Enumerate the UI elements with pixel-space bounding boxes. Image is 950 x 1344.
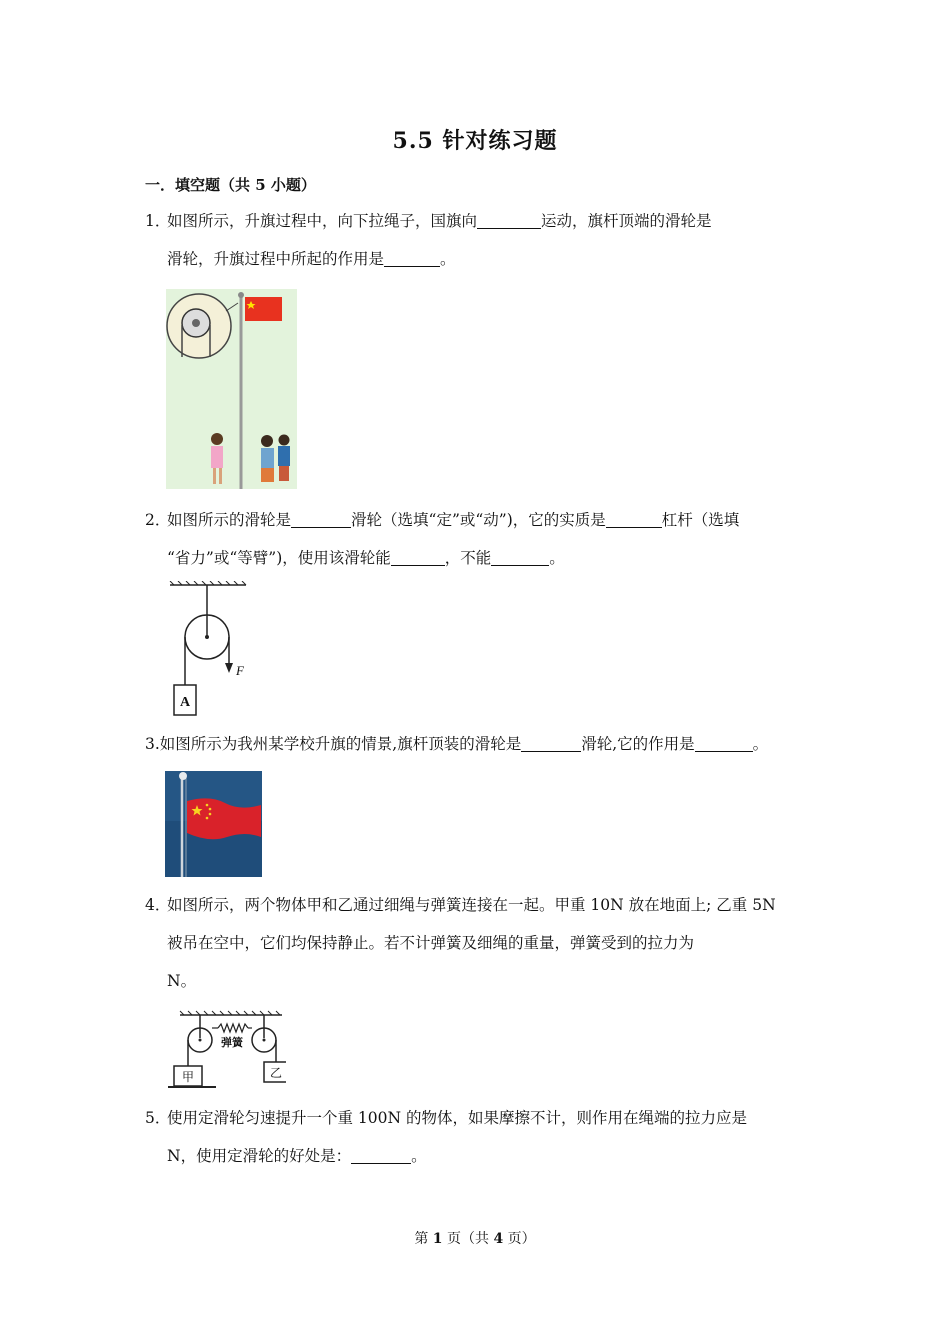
flag-raising-figure xyxy=(166,289,297,489)
question-1 xyxy=(145,202,807,278)
question-number: 3. xyxy=(145,735,160,753)
question-3 xyxy=(145,725,807,763)
question-4-line1: 4．如图所示，两个物体甲和乙通过细绳与弹簧连接在一起。甲重 10N 放在地面上; 乙重 5N xyxy=(145,886,807,924)
answer-blank xyxy=(351,1145,411,1164)
question-5-line1: 5．使用定滑轮匀速提升一个重 100N 的物体，如果摩擦不计，则作用在绳端的拉力应是 xyxy=(145,1099,807,1137)
question-1-line1: 1．如图所示，升旗过程中，向下拉绳子，国旗向 运动，旗杆顶端的滑轮是 xyxy=(145,202,807,240)
page-title: 5.5 针对练习题 xyxy=(392,128,558,154)
question-4 xyxy=(145,886,807,1000)
block-yi-label: 乙 xyxy=(269,1066,283,1080)
total-page-count: 4 xyxy=(493,1231,504,1247)
answer-blank xyxy=(521,733,581,752)
block-a-label: A xyxy=(179,695,191,710)
question-2-line1: 2．如图所示的滑轮是 滑轮（选填“定”或“动”)，它的实质是 杠杆（选填 xyxy=(145,501,807,539)
question-number: 4． xyxy=(145,896,171,914)
spring-pulley-diagram xyxy=(166,1010,286,1090)
answer-blank xyxy=(291,509,351,528)
answer-blank xyxy=(491,547,549,566)
question-5 xyxy=(145,1099,807,1175)
flag-photo xyxy=(165,771,262,877)
question-5-line2: N，使用定滑轮的好处是： 。 xyxy=(167,1147,427,1165)
answer-blank xyxy=(477,210,541,229)
block-jia-label: 甲 xyxy=(181,1070,195,1084)
current-page-number: 1 xyxy=(432,1231,443,1247)
question-2-line2: “省力”或“等臂”)，使用该滑轮能 ，不能 。 xyxy=(167,549,565,567)
question-4-line2: 被吊在空中，它们均保持静止。若不计弹簧及细绳的重量，弹簧受到的拉力为 xyxy=(167,934,695,952)
question-number: 5． xyxy=(145,1109,171,1127)
question-number: 1． xyxy=(145,212,171,230)
question-2 xyxy=(145,501,807,577)
question-1-line2: 滑轮，升旗过程中所起的作用是 。 xyxy=(167,250,456,268)
answer-blank xyxy=(384,248,440,267)
fixed-pulley-diagram xyxy=(166,581,256,721)
answer-blank xyxy=(391,547,445,566)
answer-blank xyxy=(695,733,753,752)
spring-label: 弹簧 xyxy=(221,1036,243,1049)
question-number: 2． xyxy=(145,511,171,529)
question-4-line3: N。 xyxy=(167,972,197,990)
answer-blank xyxy=(606,509,662,528)
force-f-label: F xyxy=(236,663,244,678)
question-3-line1: 3.如图所示为我州某学校升旗的情景,旗杆顶装的滑轮是 滑轮,它的作用是 。 xyxy=(145,735,769,753)
section-heading: 一．填空题（共 5 小题） xyxy=(145,176,316,194)
page-footer: 第 1 页（共 4 页） xyxy=(414,1231,536,1247)
